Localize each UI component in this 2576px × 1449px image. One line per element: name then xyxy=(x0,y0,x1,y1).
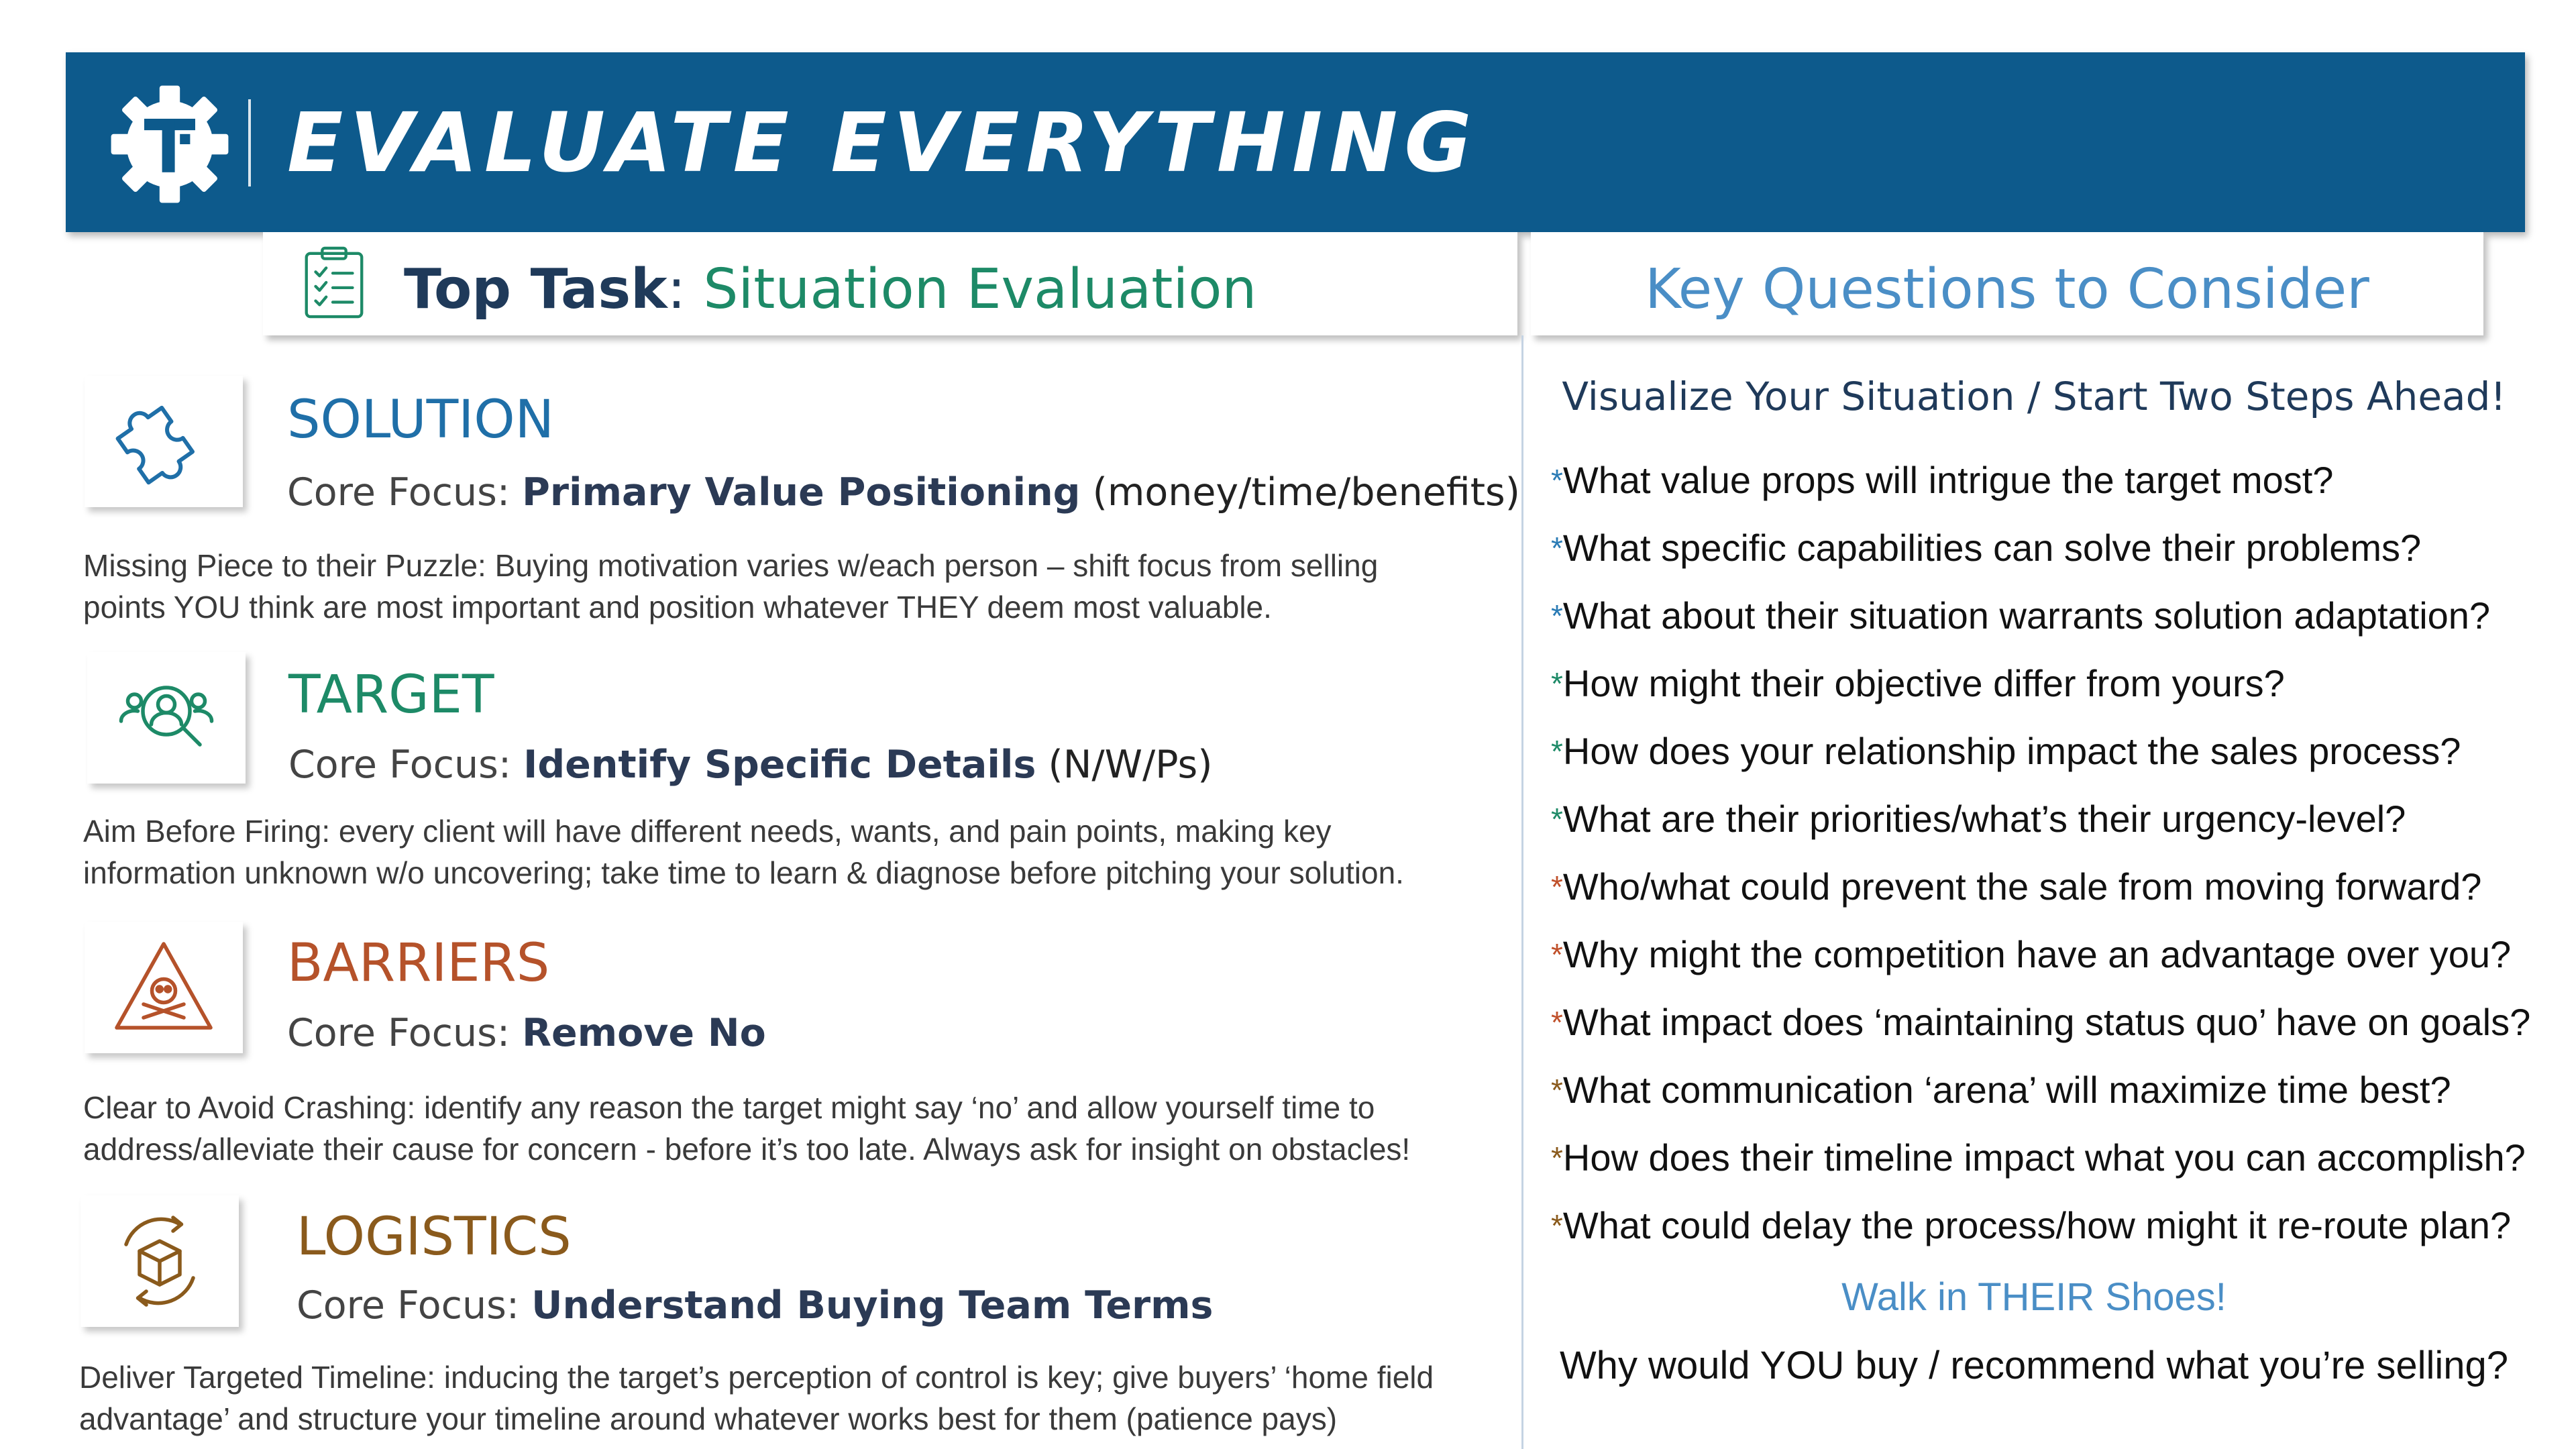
question-marker: * xyxy=(1551,1140,1563,1175)
desc-line: address/alleviate their cause for concern - before it’s too late. Always ask for insight on obstacles! xyxy=(83,1132,1411,1167)
question-marker: * xyxy=(1551,531,1563,566)
people-search-icon xyxy=(113,664,220,771)
top-task-tab xyxy=(263,232,1517,335)
desc-line: Clear to Avoid Crashing: identify any reason the target might say ‘no’ and allow yourself time to xyxy=(83,1090,1375,1125)
question-marker: * xyxy=(1551,937,1563,972)
question-text: How does their timeline impact what you can accomplish? xyxy=(1562,1136,2526,1179)
core-focus-logistics xyxy=(297,1281,1213,1330)
question-text: Who/what could prevent the sale from moving forward? xyxy=(1562,865,2482,908)
solution-icon-box xyxy=(85,376,243,507)
desc-line: Deliver Targeted Timeline: inducing the target’s perception of control is key; give buyers’ ‘home field xyxy=(79,1360,1434,1395)
question-item xyxy=(1551,456,2557,524)
question-text: What specific capabilities can solve their problems? xyxy=(1562,527,2422,569)
question-item xyxy=(1551,863,2557,930)
section-desc-logistics xyxy=(79,1356,1528,1440)
question-item xyxy=(1551,930,2557,998)
question-marker: * xyxy=(1551,598,1563,633)
top-task-heading xyxy=(404,256,1256,323)
top-task-value: Situation Evaluation xyxy=(686,258,1257,321)
key-questions-heading: Key Questions to Consider xyxy=(1645,258,2369,321)
question-marker: * xyxy=(1551,1073,1563,1108)
question-marker: * xyxy=(1551,666,1563,701)
top-task-label: Top Task xyxy=(404,258,667,321)
question-item xyxy=(1551,998,2557,1066)
section-desc-target xyxy=(83,810,1532,894)
question-marker: * xyxy=(1551,1005,1563,1040)
question-marker: * xyxy=(1551,869,1563,904)
question-text: What communication ‘arena’ will maximize time best? xyxy=(1562,1069,2451,1111)
questions-list xyxy=(1551,456,2557,1269)
puzzle-icon xyxy=(110,388,217,495)
question-text: How might their objective differ from yours? xyxy=(1562,662,2285,704)
closing-question: Why would YOU buy / recommend what you’re selling? xyxy=(1559,1344,2509,1387)
core-focus-value: Understand Buying Team Terms xyxy=(531,1283,1214,1328)
question-item xyxy=(1551,795,2557,863)
core-focus-label: Core Focus: xyxy=(287,1011,523,1055)
key-questions-subtitle: Visualize Your Situation / Start Two Steps Ahead! xyxy=(1562,374,2506,419)
desc-line: points YOU think are most important and position whatever THEY deem most valuable. xyxy=(83,590,1272,625)
core-focus-value: Primary Value Positioning xyxy=(522,470,1081,515)
section-desc-solution xyxy=(83,545,1532,628)
logistics-icon-box xyxy=(80,1195,239,1327)
desc-line: information unknown w/o uncovering; take time to learn & diagnose before pitching your solution. xyxy=(83,855,1404,890)
key-questions-tab xyxy=(1531,232,2483,335)
core-focus-suffix: (money/time/benefits) xyxy=(1080,470,1520,515)
warning-skull-icon xyxy=(110,934,217,1041)
question-marker: * xyxy=(1551,463,1563,498)
question-text: What are their priorities/what’s their urgency-level? xyxy=(1562,798,2406,840)
section-title-logistics: LOGISTICS xyxy=(297,1207,572,1267)
core-focus-target xyxy=(288,741,1212,789)
section-desc-barriers xyxy=(83,1087,1532,1170)
core-focus-solution xyxy=(287,468,1520,517)
question-item xyxy=(1551,1201,2557,1269)
question-item xyxy=(1551,727,2557,795)
question-text: What could delay the process/how might it re-route plan? xyxy=(1562,1204,2512,1246)
question-item xyxy=(1551,592,2557,659)
page-title: EVALUATE EVERYTHING xyxy=(287,95,1479,191)
core-focus-label: Core Focus: xyxy=(287,470,523,515)
desc-line: Aim Before Firing: every client will have different needs, wants, and pain points, making key xyxy=(83,814,1332,849)
question-text: What value props will intrigue the target most? xyxy=(1562,459,2334,501)
header-banner xyxy=(66,52,2525,232)
core-focus-label: Core Focus: xyxy=(297,1283,532,1328)
section-title-target: TARGET xyxy=(288,665,494,725)
question-text: How does your relationship impact the sales process? xyxy=(1562,730,2461,772)
core-focus-value: Identify Specific Details xyxy=(523,743,1036,787)
core-focus-barriers xyxy=(287,1009,766,1057)
core-focus-label: Core Focus: xyxy=(288,743,524,787)
question-text: What about their situation warrants solution adaptation? xyxy=(1562,594,2491,637)
top-task-colon: : xyxy=(667,258,686,321)
section-title-barriers: BARRIERS xyxy=(287,933,550,994)
target-icon-box xyxy=(87,652,246,784)
desc-line: Missing Piece to their Puzzle: Buying motivation varies w/each person – shift focus from selling xyxy=(83,548,1379,583)
question-text: Why might the competition have an advantage over you? xyxy=(1562,933,2512,975)
core-focus-value: Remove No xyxy=(522,1011,766,1055)
gear-logo-icon xyxy=(106,80,233,208)
question-marker: * xyxy=(1551,1208,1563,1243)
question-marker: * xyxy=(1551,802,1563,837)
question-item xyxy=(1551,1066,2557,1134)
header-divider xyxy=(248,99,251,186)
question-marker: * xyxy=(1551,734,1563,769)
question-item xyxy=(1551,659,2557,727)
question-text: What impact does ‘maintaining status quo’ have on goals? xyxy=(1562,1001,2531,1043)
core-focus-suffix: (N/W/Ps) xyxy=(1036,743,1213,787)
section-title-solution: SOLUTION xyxy=(287,390,554,450)
barriers-icon-box xyxy=(85,922,243,1053)
clipboard-checklist-icon xyxy=(301,246,368,319)
question-item xyxy=(1551,1134,2557,1201)
desc-line: advantage’ and structure your timeline around whatever works best for them (patience pays) xyxy=(79,1401,1338,1436)
question-item xyxy=(1551,524,2557,592)
box-cycle-icon xyxy=(106,1208,213,1315)
walk-in-their-shoes: Walk in THEIR Shoes! xyxy=(1841,1275,2226,1319)
